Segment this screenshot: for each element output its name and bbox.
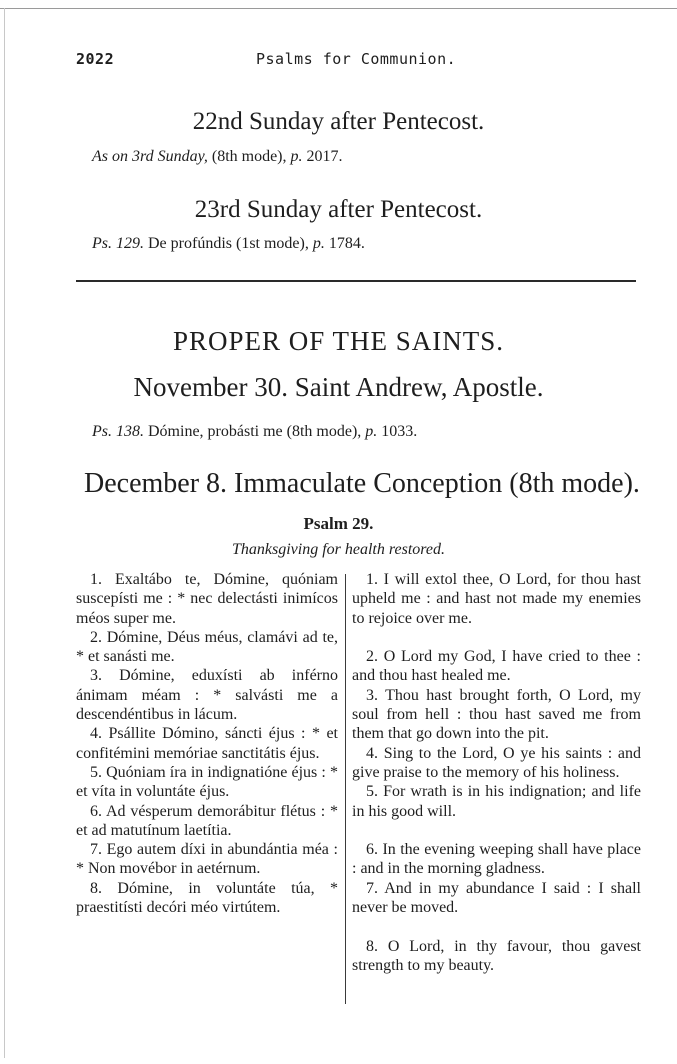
latin-verse: 4. Psállite Dómino, sáncti éjus : * et confitémini memóriae sanctitátis éjus.	[76, 725, 338, 762]
latin-verse: 2. Dómine, Déus méus, clamávi ad te, * et sanásti me.	[76, 628, 338, 666]
sunday-23-ref-italic: Ps. 129.	[92, 235, 144, 252]
latin-column	[76, 570, 338, 917]
english-verse: 4. Sing to the Lord, O ye his saints : and give praise to the memory of his holiness.	[352, 744, 641, 781]
english-column	[352, 570, 641, 975]
english-verse: 7. And in my abundance I said : I shall never be moved.	[352, 879, 641, 917]
saint-andrew-ref-p: p.	[365, 423, 378, 440]
sunday-23-ref-p: p.	[312, 235, 325, 252]
page-number: 2022	[76, 50, 115, 68]
sunday-23-reference	[92, 235, 365, 253]
english-verse: 6. In the evening weeping shall have place : and in the morning gladness.	[352, 841, 641, 878]
proper-saints-heading: PROPER OF THE SAINTS.	[172, 326, 505, 356]
sunday-22-ref-p: p.	[290, 148, 303, 165]
latin-verse: 3. Dómine, eduxísti ab inférno ánimam méam : * salvásti me a descendéntibus in lácum.	[76, 667, 338, 724]
psalm-title: Psalm 29.	[303, 514, 374, 533]
page-header	[76, 50, 636, 72]
latin-verse: 7. Ego autem díxi in abundántia méa : * Non movébor in aetérnum.	[76, 841, 338, 878]
section-rule	[76, 280, 636, 282]
running-title: Psalms for Communion.	[256, 50, 457, 68]
sunday-23-ref-page: 1784.	[324, 235, 365, 252]
latin-verse: 8. Dómine, in voluntáte túa, * praestitísti decóri méo virtútem.	[76, 879, 338, 917]
english-verse: 1. I will extol thee, O Lord, for thou hast upheld me : and hast not made my enemies to rejoice over me.	[352, 571, 641, 627]
sunday-23-heading: 23rd Sunday after Pentecost.	[194, 196, 483, 223]
sunday-22-ref-italic: As on 3rd Sunday,	[92, 148, 208, 165]
english-verse: 2. O Lord my God, I have cried to thee : and thou hast healed me.	[352, 648, 641, 685]
saint-andrew-ref-italic: Ps. 138.	[92, 423, 144, 440]
english-verse: 3. Thou hast brought forth, O Lord, my soul from hell : thou hast saved me from them that go down into the pit.	[352, 686, 641, 743]
latin-verse: 1. Exaltábo te, Dómine, quóniam suscepísti me : * nec delectásti inimícos méos super me.	[76, 571, 338, 627]
sunday-23-ref-mode: De profúndis (1st mode),	[144, 235, 313, 252]
psalm-subtitle: Thanksgiving for health restored.	[231, 541, 446, 558]
sunday-22-heading: 22nd Sunday after Pentecost.	[192, 108, 485, 135]
saint-andrew-ref-mode: Dómine, probásti me (8th mode),	[144, 423, 366, 440]
sunday-22-reference	[92, 148, 343, 166]
column-divider	[345, 574, 346, 1004]
saint-andrew-ref-page: 1033.	[377, 423, 418, 440]
saint-andrew-reference	[92, 423, 417, 441]
latin-verse: 5. Quóniam íra in indignatióne éjus : * et víta in voluntáte éjus.	[76, 763, 338, 801]
saint-andrew-heading: November 30. Saint Andrew, Apostle.	[133, 372, 544, 402]
page-top-edge	[0, 8, 677, 9]
sunday-22-ref-page: 2017.	[302, 148, 343, 165]
immaculate-conception-heading: December 8. Immaculate Conception (8th mode).	[84, 468, 640, 499]
sunday-22-ref-mode: (8th mode),	[207, 148, 291, 165]
english-verse: 5. For wrath is in his indignation; and life in his good will.	[352, 783, 641, 820]
english-verse: 8. O Lord, in thy favour, thou gavest strength to my beauty.	[352, 937, 641, 974]
latin-verse: 6. Ad vésperum demorábitur flétus : * et ad matutínum laetítia.	[76, 802, 338, 839]
